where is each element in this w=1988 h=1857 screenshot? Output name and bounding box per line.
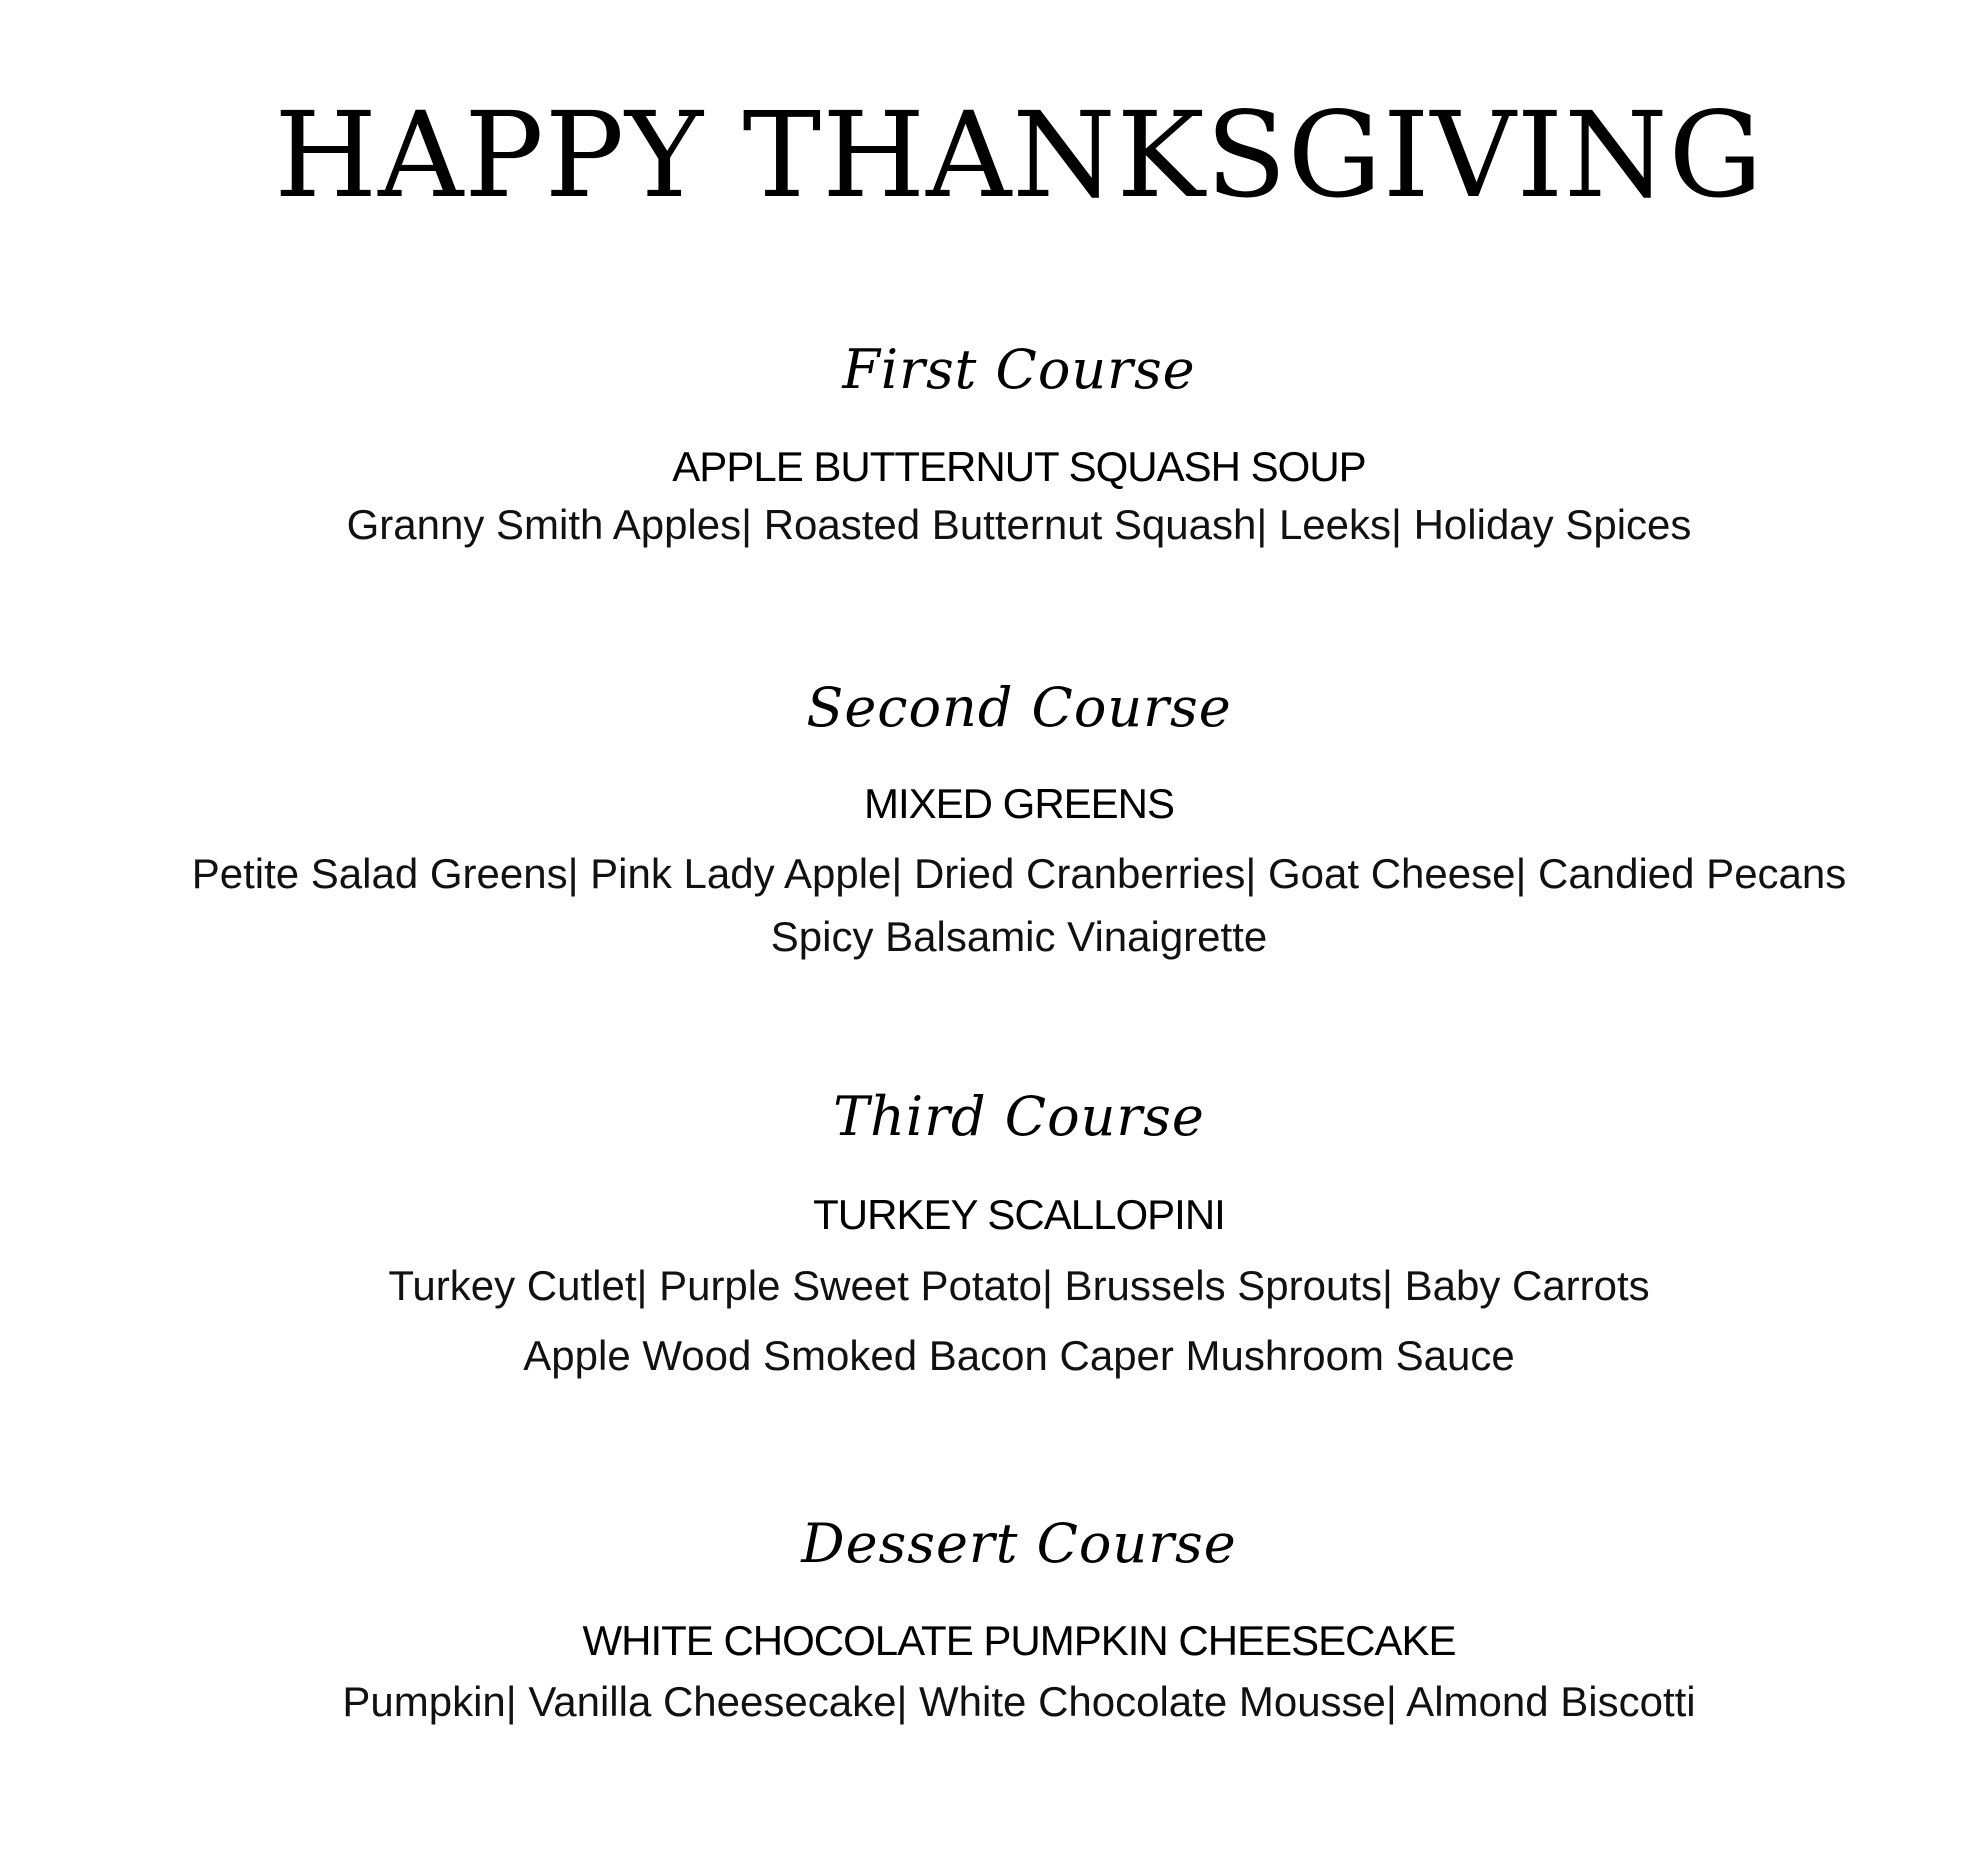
- menu-title: HAPPY THANKSGIVING: [274, 86, 1764, 224]
- course-heading: First Course: [842, 338, 1196, 401]
- dish-name: APPLE BUTTERNUT SQUASH SOUP: [672, 443, 1366, 490]
- dish-name: MIXED GREENS: [863, 780, 1175, 827]
- dish-description: Turkey Cutlet| Purple Sweet Potato| Brussels Sprouts| Baby Carrots: [388, 1262, 1650, 1309]
- dish-description: Pumpkin| Vanilla Cheesecake| White Chocolate Mousse| Almond Biscotti: [342, 1678, 1696, 1725]
- dish-description: Apple Wood Smoked Bacon Caper Mushroom Sauce: [523, 1332, 1515, 1379]
- course-heading: Dessert Course: [801, 1512, 1237, 1575]
- dish-description: Petite Salad Greens| Pink Lady Apple| Dried Cranberries| Goat Cheese| Candied Pecans: [191, 850, 1847, 897]
- dish-name: WHITE CHOCOLATE PUMPKIN CHEESECAKE: [582, 1617, 1456, 1664]
- course-heading: Second Course: [806, 676, 1232, 739]
- dish-name: TURKEY SCALLOPINI: [813, 1191, 1225, 1238]
- course-heading: Third Course: [833, 1085, 1205, 1148]
- dish-description: Granny Smith Apples| Roasted Butternut Squash| Leeks| Holiday Spices: [346, 501, 1692, 548]
- dish-description: Spicy Balsamic Vinaigrette: [770, 913, 1268, 960]
